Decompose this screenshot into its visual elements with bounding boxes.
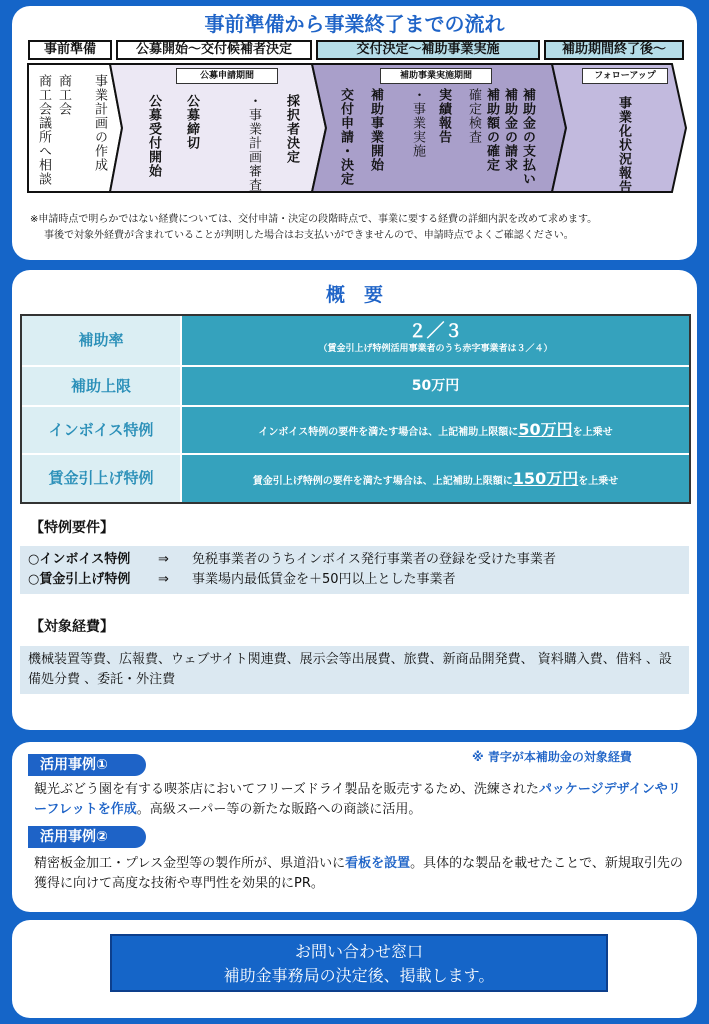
invoice-pre: インボイス特例の要件を満たす場合は、上記補助上限額に xyxy=(258,427,519,438)
step-report: 実績報告 xyxy=(436,88,451,144)
expenses-text: 機械装置等費、広報費、ウェブサイト関連費、展示会等出展費、旅費、新商品開発費、 資料購入費、借料 、設備処分費 、委託・外注費 xyxy=(20,646,689,694)
flow-note xyxy=(30,212,597,244)
req1-name: ○インボイス特例 xyxy=(28,552,131,567)
step-selection: 採択者決定 xyxy=(284,94,299,164)
wage-cell xyxy=(182,455,689,502)
step-amount: 補助額の確定 xyxy=(484,88,499,172)
case1-b: 。高級スーパー等の新たな販路への商談に活用。 xyxy=(136,802,422,817)
invoice-post: を上乗せ xyxy=(572,427,613,438)
overview-title: 概 要 xyxy=(325,284,383,306)
step-payment: 補助金の支払い xyxy=(520,88,535,186)
rate-value: ２／３ xyxy=(408,321,463,342)
case2-label: 活用事例② xyxy=(28,826,146,848)
cases-panel xyxy=(12,742,697,912)
case1-text xyxy=(34,780,684,820)
case2-highlight: 看板を設置 xyxy=(345,856,411,871)
step-chamber-b: 商工会議所へ相談 xyxy=(36,74,51,186)
flow-arrows xyxy=(12,62,697,212)
contact-message: 補助金事務局の決定後、掲載します。 xyxy=(223,966,495,985)
phase-after: 補助期間終了後～ xyxy=(544,40,684,60)
expenses-title: 【対象経費】 xyxy=(30,619,114,635)
requirements-box xyxy=(20,546,689,594)
flow-note-line1: ※申請時点で明らかではない経費については、交付申請・決定の段階時点で、事業に要する経費の詳細内訳を改めて求めます。 xyxy=(30,214,598,225)
rate-cell xyxy=(182,316,689,365)
cap-label: 補助上限 xyxy=(22,367,180,405)
case2-a: 精密板金加工・プレス金型等の製作所が、県道沿いに xyxy=(34,856,346,871)
requirements-title: 【特例要件】 xyxy=(30,520,114,536)
tag-implementation-period: 補助事業実施期間 xyxy=(380,68,492,84)
wage-pre: 賃金引上げ特例の要件を満たす場合は、上記補助上限額に xyxy=(252,476,513,487)
cap-value: 50万円 xyxy=(182,367,689,405)
invoice-label: インボイス特例 xyxy=(22,407,180,453)
phase-application: 公募開始～交付候補者決定 xyxy=(116,40,312,60)
step-open: 公募受付開始 xyxy=(146,94,161,178)
rate-label: 補助率 xyxy=(22,316,180,365)
step-deadline: 公募締切 xyxy=(184,94,199,150)
step-request: 補助金の請求 xyxy=(502,88,517,172)
step-chamber-a: 商工会 xyxy=(56,74,71,116)
req2-name: ○賃金引上げ特例 xyxy=(28,572,131,587)
contact-box xyxy=(110,934,608,992)
flow-note-line2: 事後で対象外経費が含まれていることが判明した場合はお支払いができませんので、申請時点でよくご確認ください。 xyxy=(44,230,574,241)
step-start: 補助事業開始 xyxy=(368,88,383,172)
step-plan: 事業計画の作成 xyxy=(92,74,107,172)
req1-text: 免税事業者のうちインボイス発行事業者の登録を受けた事業者 xyxy=(192,552,556,567)
case2-b: 。具体的な製品を載せたことで、新規取引先の獲得に向けて高度な技術や専門性を効果的にPR。 xyxy=(34,856,683,891)
step-grant-decision: 交付申請・決定 xyxy=(338,88,353,186)
req1-arrow: ⇒ xyxy=(158,552,169,567)
req-row-invoice xyxy=(28,550,681,570)
flow-panel xyxy=(12,6,697,260)
step-status-report: 事業化状況報告 xyxy=(616,96,631,194)
flow-title: 事前準備から事業終了までの流れ xyxy=(204,12,505,36)
case1-highlight: パッケージデザインやリーフレットを作成 xyxy=(34,782,681,817)
rate-note: （賃金引上げ特例活用事業者のうち赤字事業者は３／４） xyxy=(318,344,553,354)
case1-label: 活用事例① xyxy=(28,754,146,776)
tag-follow-up: フォローアップ xyxy=(582,68,668,84)
req-row-wage xyxy=(28,570,681,590)
wage-amount: 150万円 xyxy=(512,469,579,488)
step-review: ・事業計画審査 xyxy=(246,94,261,192)
case1-a: 観光ぶどう園を有する喫茶店においてフリーズドライ製品を販売するため、洗練された xyxy=(34,782,539,797)
wage-label: 賃金引上げ特例 xyxy=(22,455,180,502)
req2-arrow: ⇒ xyxy=(158,572,169,587)
step-execution: ・事業実施 xyxy=(410,88,425,158)
case2-text xyxy=(34,854,684,894)
invoice-amount: 50万円 xyxy=(518,420,573,439)
req2-text: 事業場内最低賃金を＋50円以上とした事業者 xyxy=(192,572,456,587)
tag-application-period: 公募申請期間 xyxy=(176,68,278,84)
phase-prep: 事前準備 xyxy=(28,40,112,60)
wage-post: を上乗せ xyxy=(578,476,619,487)
contact-panel xyxy=(12,920,697,1018)
step-inspection: 確定検査 xyxy=(466,88,481,144)
contact-title: お問い合わせ窓口 xyxy=(294,942,423,961)
invoice-cell xyxy=(182,407,689,453)
cases-note: ※ 青字が本補助金の対象経費 xyxy=(472,750,632,764)
phase-implementation: 交付決定～補助事業実施 xyxy=(316,40,540,60)
overview-panel xyxy=(12,270,697,730)
